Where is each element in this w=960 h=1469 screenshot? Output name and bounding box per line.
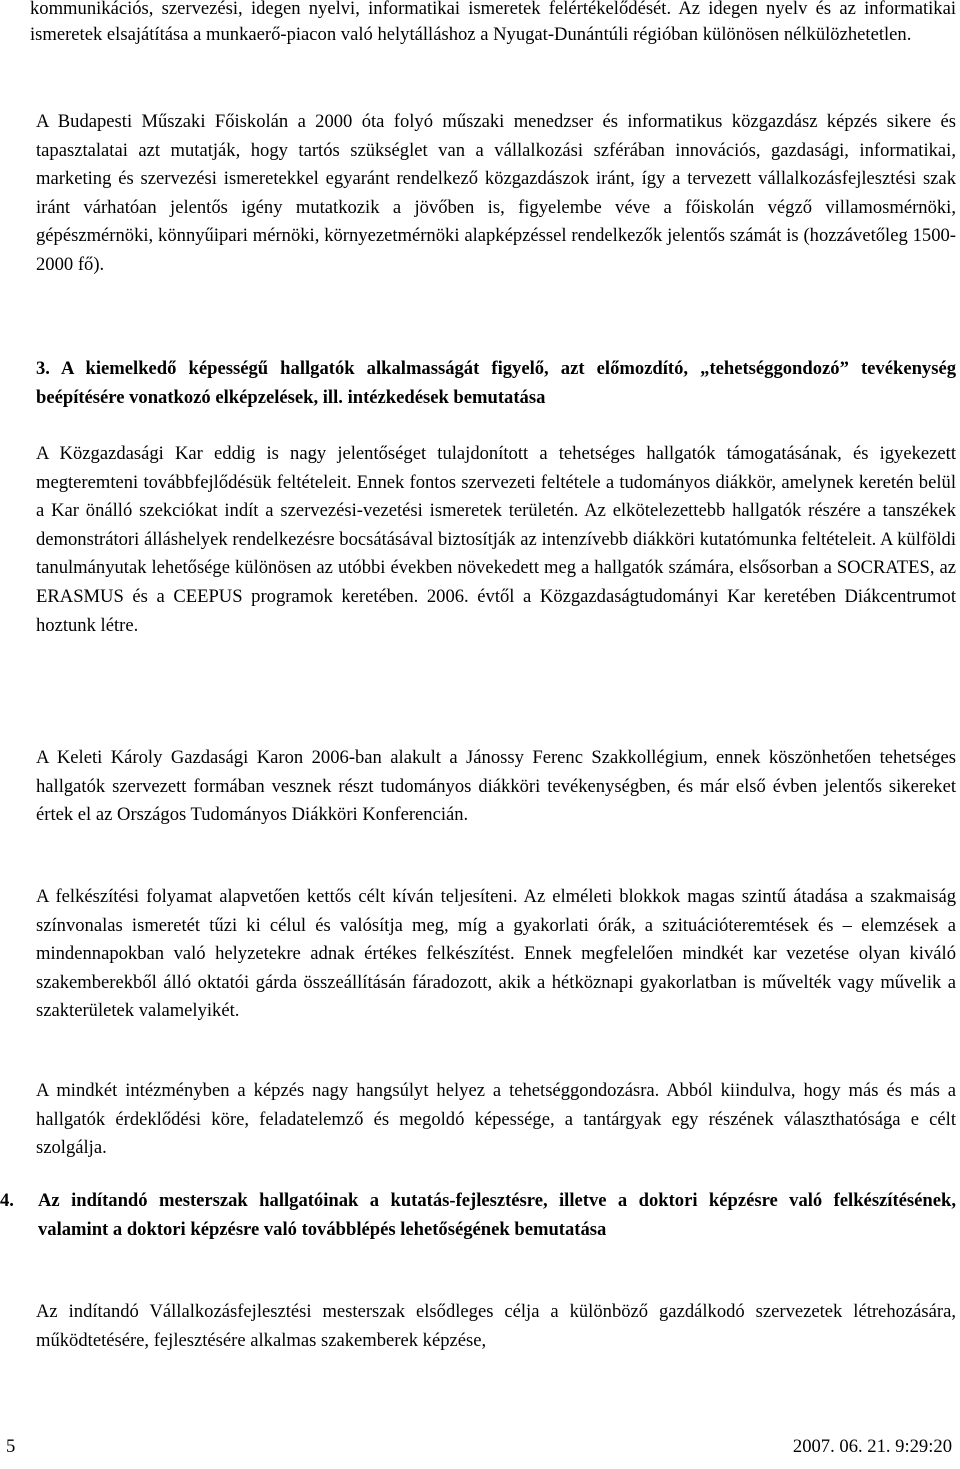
paragraph-text: A felkészítési folyamat alapvetően kettős célt kíván teljesíteni. Az elméleti blokkok magas szintű átadása a szakmaiság színvonalas ismeretét tűzi ki célul és valósítja meg, míg a gyakorlati órák, a szituációteremtések és – elemzések a mindennapokban való helyzetekre adnak értékes felkészítést. Ennek megfelelően mindkét kar vezetése olyan kiváló szakemberekből álló oktatói gárda összeállításán fáradozott, akik a hétköznapi gyakorlatban is művelték vagy művelik a szakterületek valamelyikét. [36,886,956,1022]
page-number: 5 [6,1436,16,1457]
paragraph-text: kommunikációs, szervezési, idegen nyelvi, informatikai ismeretek felértékelődését. Az idegen nyelv és az informatikai ismeretek elsajátítása a munkaerő-piacon való helytálláshoz a Nyugat-Dunántúli régióban különösen nélkülözhetetlen. [30,0,956,45]
paragraph [36,440,956,640]
section-title: A kiemelkedő képességű hallgatók alkalmasságát figyelő, azt előmozdító, „tehetséggondozó” tevékenység beépítésére vonatkozó elképzelések, ill. intézkedések bemutatása [36,358,956,408]
paragraph [36,744,956,830]
paragraph-text: A Közgazdasági Kar eddig is nagy jelentőséget tulajdonított a tehetséges hallgatók támogatásának, és igyekezett megteremteni továbbfejlődésük feltételeit. Ennek fontos szervezeti feltétele a tudományos diákkör, amelynek keretén belül a Kar önálló szekciókat indít a szervezési-vezetési ismeretek területén. Az elkötelezettebb hallgatók részére a tanszékek demonstrátori álláshelyek rendelkezésre bocsátásával biztosítják az intenzívebb diákköri kutatómunka feltételeit. A külföldi tanulmányutak lehetősége különösen az utóbbi években növekedett meg a hallgatók számára, elsősorban a SOCRATES, az ERASMUS és a CEEPUS programok keretében. 2006. évtől a Közgazdaságtudományi Kar keretében Diákcentrumot hoztunk létre. [36,443,956,636]
section-heading-4 [0,1187,956,1244]
section-number: 4. [0,1190,14,1211]
paragraph [36,108,956,280]
paragraph [36,883,956,1026]
paragraph [30,0,956,48]
paragraph-text: A mindkét intézményben a képzés nagy hangsúlyt helyez a tehetséggondozásra. Abból kiindulva, hogy más és más a hallgatók érdeklődési köre, feladatelemző és megoldó képessége, a tantárgyak egy részének választhatósága e célt szolgálja. [36,1080,956,1159]
paragraph-text: A Budapesti Műszaki Főiskolán a 2000 óta folyó műszaki menedzser és informatikus közgazdász képzés sikere és tapasztalatai azt mutatják, hogy tartós szükséglet van a vállalkozási szférában innovációs, gazdasági, informatikai, marketing és szervezési ismeretekkel egyaránt rendelkező közgazdászok iránt, így a tervezett vállalkozásfejlesztési szak iránt várhatóan jelentős igény mutatkozik a jövőben is, figyelembe véve a főiskolán végző villamosmérnöki, gépészmérnöki, könnyűipari mérnöki, környezetmérnöki alapképzéssel rendelkezők jelentős számát is (hozzávetőleg 1500-2000 fő). [36,111,956,275]
section-number: 3. [36,358,50,379]
footer-timestamp: 2007. 06. 21. 9:29:20 [792,1436,952,1457]
paragraph-text: Az indítandó Vállalkozásfejlesztési mesterszak elsődleges célja a különböző gazdálkodó szervezetek létrehozására, működtetésére, fejlesztésére alkalmas szakemberek képzése, [36,1301,956,1351]
paragraph-text: A Keleti Károly Gazdasági Karon 2006-ban alakult a Jánossy Ferenc Szakkollégium, ennek köszönhetően tehetséges hallgatók szervezett formában vesznek részt tudományos diákköri tevékenységben, és már első évben jelentős sikereket értek el az Országos Tudományos Diákköri Konferencián. [36,747,956,826]
paragraph [36,1077,956,1163]
section-heading-3 [36,355,956,412]
paragraph [36,1298,956,1355]
section-title: Az indítandó mesterszak hallgatóinak a kutatás-fejlesztésre, illetve a doktori képzésre való felkészítésének, valamint a doktori képzésre való továbblépés lehetőségének bemutatása [38,1190,956,1240]
